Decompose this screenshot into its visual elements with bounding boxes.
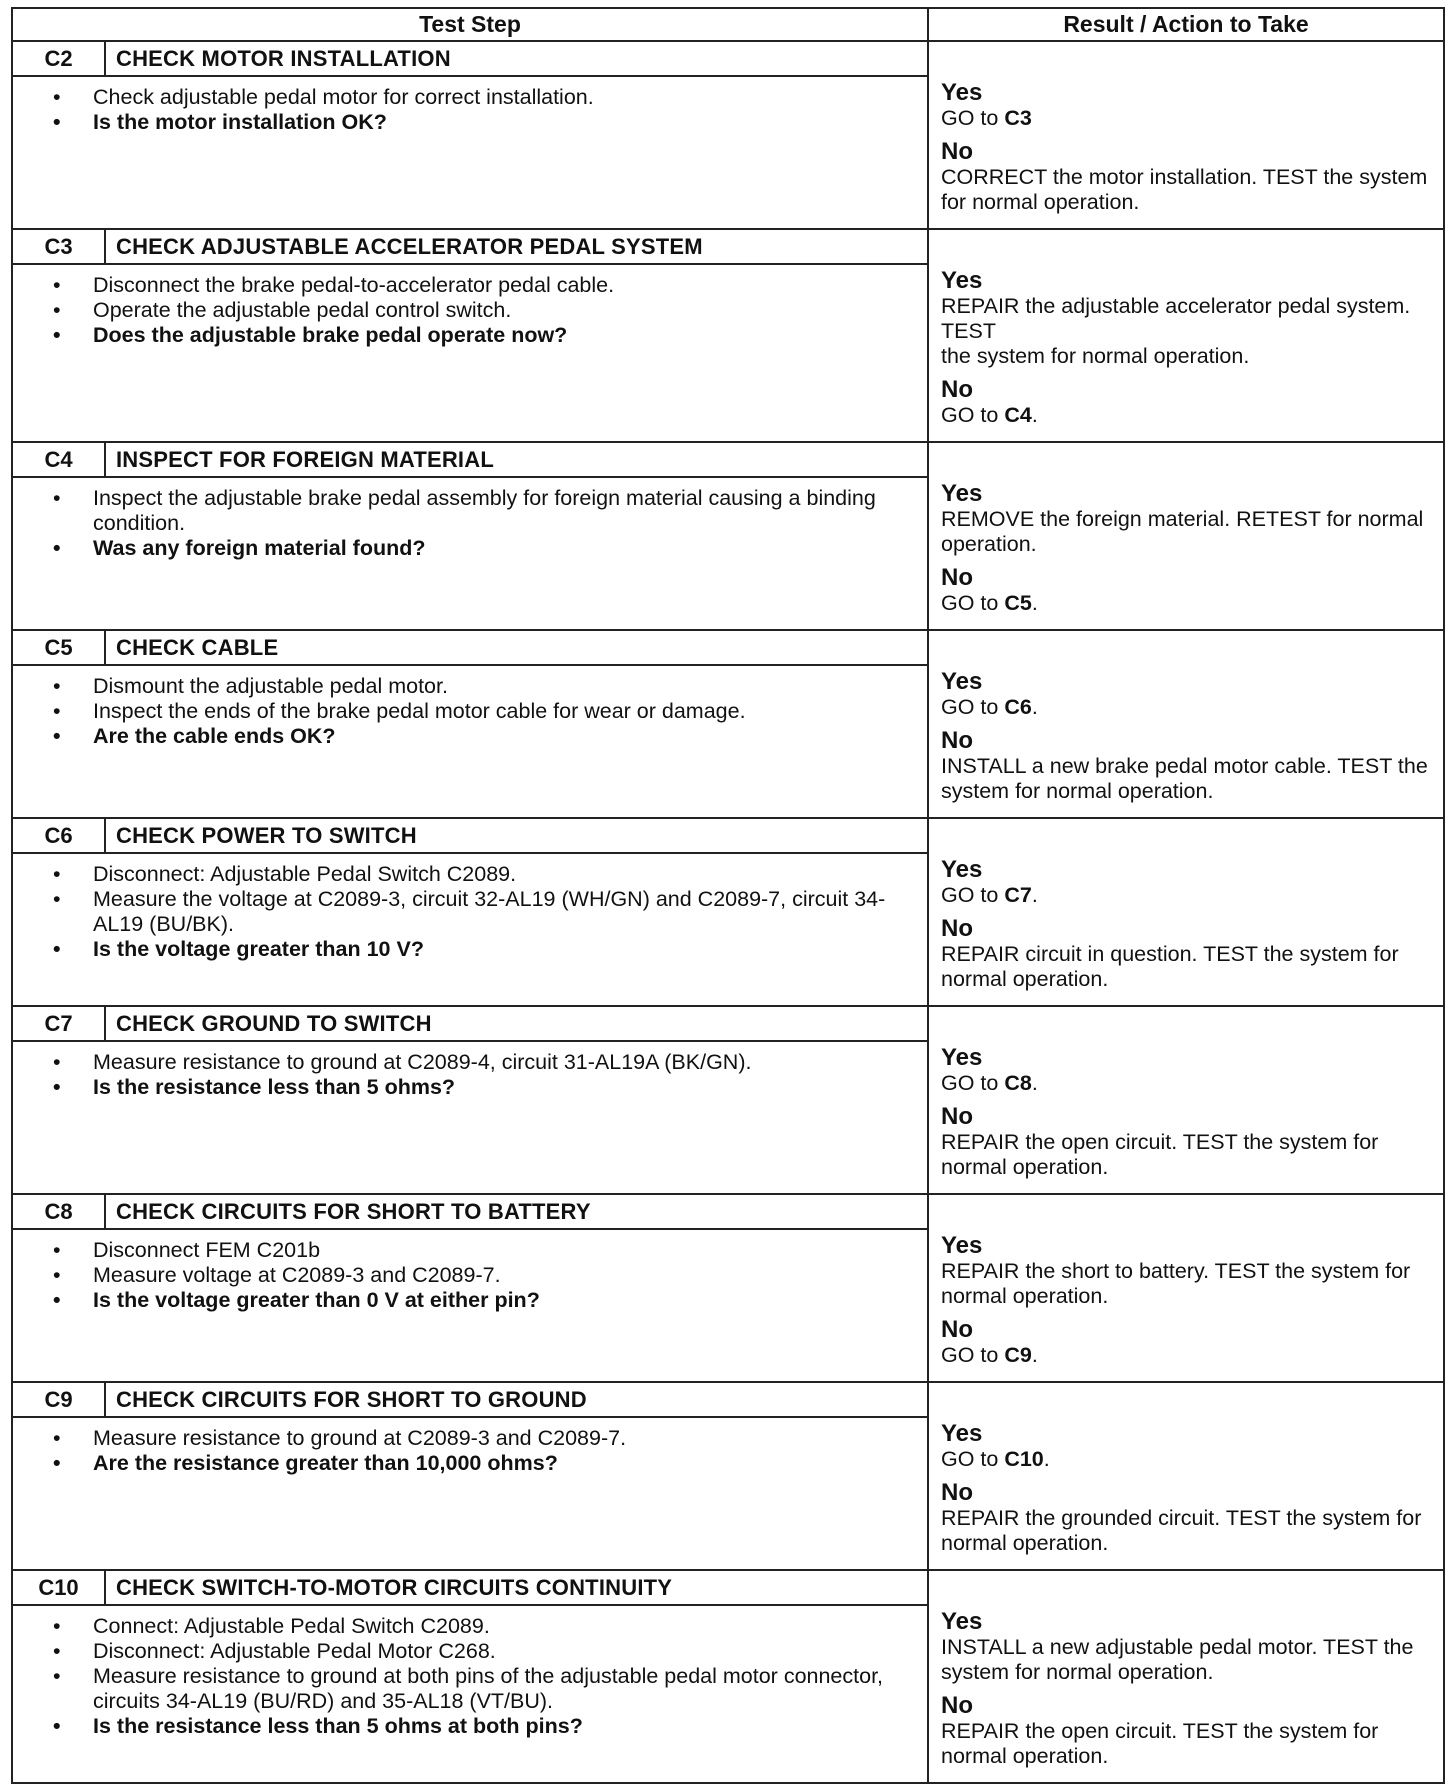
step-title: CHECK SWITCH-TO-MOTOR CIRCUITS CONTINUITY <box>116 1574 673 1600</box>
step-question: • Is the resistance less than 5 ohms? <box>53 1075 907 1100</box>
result-action-suffix: . <box>1043 1447 1050 1471</box>
result-option <box>941 480 1429 557</box>
step-id: C3 <box>13 230 106 263</box>
step-instruction: • Measure voltage at C2089-3 and C2089-7. <box>53 1263 907 1288</box>
result-option <box>941 856 1429 908</box>
step-title-row <box>13 42 927 77</box>
result-action <box>941 1635 1429 1685</box>
result-action-text: GO to <box>941 106 1005 130</box>
result-action-text: GO to <box>941 883 1005 907</box>
result-action-suffix: . <box>1031 1343 1038 1367</box>
result-option <box>941 138 1429 215</box>
test-step-row <box>11 1007 1445 1195</box>
result-cell <box>929 1007 1443 1193</box>
result-action-suffix: . <box>1031 883 1038 907</box>
step-question: • Is the motor installation OK? <box>53 110 907 135</box>
result-action <box>941 403 1429 428</box>
test-step-cell <box>13 42 929 228</box>
result-action <box>941 1130 1429 1180</box>
result-option <box>941 1316 1429 1368</box>
result-answer: No <box>941 376 973 403</box>
step-title: CHECK GROUND TO SWITCH <box>116 1010 432 1036</box>
result-action-suffix: . <box>1031 403 1038 427</box>
step-instructions <box>13 1042 927 1106</box>
step-instruction: • Disconnect: Adjustable Pedal Switch C2089. <box>53 862 907 887</box>
result-action-text: GO to <box>941 1343 1005 1367</box>
result-answer: No <box>941 727 973 754</box>
result-answer: Yes <box>941 1420 983 1447</box>
result-action-suffix: . <box>1031 591 1038 615</box>
result-action <box>941 695 1429 720</box>
result-option <box>941 915 1429 992</box>
test-step-row <box>11 443 1445 631</box>
result-action <box>941 754 1429 804</box>
result-answer: Yes <box>941 856 983 883</box>
step-id: C9 <box>13 1383 106 1416</box>
result-action-text: REPAIR the short to battery. TEST the system for normal operation. <box>941 1259 1411 1308</box>
step-title-row <box>13 819 927 854</box>
result-action-text: GO to <box>941 695 1005 719</box>
step-title: CHECK CABLE <box>116 634 279 660</box>
result-cell <box>929 1383 1443 1569</box>
step-title-row <box>13 1195 927 1230</box>
result-option <box>941 1692 1429 1769</box>
result-action-text: GO to <box>941 403 1005 427</box>
test-step-row <box>11 631 1445 819</box>
result-action-text: INSTALL a new brake pedal motor cable. TEST the system for normal operation. <box>941 754 1428 803</box>
step-id: C7 <box>13 1007 106 1040</box>
step-instructions <box>13 854 927 968</box>
result-answer: Yes <box>941 267 983 294</box>
step-id: C2 <box>13 42 106 75</box>
result-option <box>941 1044 1429 1096</box>
result-answer: Yes <box>941 668 983 695</box>
result-answer: No <box>941 138 973 165</box>
result-action <box>941 1506 1429 1556</box>
step-question: • Is the voltage greater than 0 V at either pin? <box>53 1288 907 1313</box>
test-step-cell <box>13 1195 929 1381</box>
diagnostic-table <box>11 7 1445 1784</box>
test-step-cell <box>13 1383 929 1569</box>
test-step-row <box>11 819 1445 1007</box>
test-step-cell <box>13 1571 929 1782</box>
result-step-ref: C10 <box>1004 1447 1044 1471</box>
test-step-row <box>11 1195 1445 1383</box>
step-instruction: • Inspect the ends of the brake pedal motor cable for wear or damage. <box>53 699 907 724</box>
header-test-step: Test Step <box>13 9 929 40</box>
result-action <box>941 1343 1429 1368</box>
result-option <box>941 727 1429 804</box>
result-answer: No <box>941 1103 973 1130</box>
step-instruction: • Check adjustable pedal motor for correct installation. <box>53 85 907 110</box>
test-step-row <box>11 1383 1445 1571</box>
step-instruction: • Measure resistance to ground at C2089-4, circuit 31-AL19A (BK/GN). <box>53 1050 907 1075</box>
step-instructions <box>13 1230 927 1319</box>
result-action-suffix: . <box>1031 695 1038 719</box>
result-action-text: GO to <box>941 1447 1005 1471</box>
result-answer: Yes <box>941 1044 983 1071</box>
test-steps <box>11 42 1445 1784</box>
step-title-row <box>13 1007 927 1042</box>
result-action <box>941 942 1429 992</box>
result-step-ref: C4 <box>1004 403 1032 427</box>
step-instruction: • Disconnect: Adjustable Pedal Motor C268. <box>53 1639 907 1664</box>
result-cell <box>929 443 1443 629</box>
test-step-cell <box>13 819 929 1005</box>
result-action-suffix: . <box>1031 1071 1038 1095</box>
result-step-ref: C5 <box>1004 591 1032 615</box>
result-action <box>941 106 1429 131</box>
test-step-row <box>11 230 1445 443</box>
result-option <box>941 1608 1429 1685</box>
result-option <box>941 564 1429 616</box>
test-step-row <box>11 1571 1445 1784</box>
result-option <box>941 1420 1429 1472</box>
step-instruction: • Disconnect FEM C201b <box>53 1238 907 1263</box>
result-answer: No <box>941 915 973 942</box>
step-title: CHECK CIRCUITS FOR SHORT TO BATTERY <box>116 1198 591 1224</box>
result-step-ref: C8 <box>1004 1071 1032 1095</box>
result-action-text: REMOVE the foreign material. RETEST for normal operation. <box>941 507 1424 556</box>
result-action <box>941 1259 1429 1309</box>
result-option <box>941 267 1429 369</box>
result-action <box>941 883 1429 908</box>
result-action-text: REPAIR the grounded circuit. TEST the system for normal operation. <box>941 1506 1422 1555</box>
test-step-row <box>11 42 1445 230</box>
step-instruction: • Disconnect the brake pedal-to-accelerator pedal cable. <box>53 273 907 298</box>
step-instruction: • Inspect the adjustable brake pedal assembly for foreign material causing a binding condition. <box>53 486 907 536</box>
result-step-ref: C6 <box>1004 695 1032 719</box>
result-action <box>941 591 1429 616</box>
result-action <box>941 165 1429 215</box>
step-id: C8 <box>13 1195 106 1228</box>
result-option <box>941 1103 1429 1180</box>
step-instructions <box>13 666 927 755</box>
step-id: C5 <box>13 631 106 664</box>
result-action <box>941 294 1429 369</box>
step-instructions <box>13 1418 927 1482</box>
step-question: • Is the resistance less than 5 ohms at both pins? <box>53 1714 907 1739</box>
step-question: • Does the adjustable brake pedal operate now? <box>53 323 907 348</box>
result-cell <box>929 230 1443 441</box>
step-title: CHECK ADJUSTABLE ACCELERATOR PEDAL SYSTEM <box>116 233 703 259</box>
result-answer: No <box>941 1692 973 1719</box>
result-action-text: REPAIR the open circuit. TEST the system for normal operation. <box>941 1130 1379 1179</box>
step-title-row <box>13 230 927 265</box>
step-instructions <box>13 77 927 141</box>
step-instructions <box>13 1606 927 1745</box>
result-answer: Yes <box>941 1232 983 1259</box>
step-id: C4 <box>13 443 106 476</box>
step-question: • Is the voltage greater than 10 V? <box>53 937 907 962</box>
test-step-cell <box>13 1007 929 1193</box>
step-question: • Was any foreign material found? <box>53 536 907 561</box>
step-instructions <box>13 265 927 354</box>
result-answer: No <box>941 1316 973 1343</box>
step-instruction: • Measure resistance to ground at both pins of the adjustable pedal motor connector, circuits 34-AL19 (BU/RD) and 35-AL18 (VT/BU). <box>53 1664 907 1714</box>
result-action <box>941 1447 1429 1472</box>
test-step-cell <box>13 631 929 817</box>
result-step-ref: C7 <box>1004 883 1032 907</box>
step-title: CHECK CIRCUITS FOR SHORT TO GROUND <box>116 1386 587 1412</box>
result-action-text: REPAIR circuit in question. TEST the system for normal operation. <box>941 942 1399 991</box>
result-step-ref: C3 <box>1004 106 1032 130</box>
result-action <box>941 1719 1429 1769</box>
step-id: C6 <box>13 819 106 852</box>
result-action-text: GO to <box>941 591 1005 615</box>
step-title-row <box>13 1383 927 1418</box>
result-cell <box>929 631 1443 817</box>
result-action <box>941 507 1429 557</box>
result-cell <box>929 819 1443 1005</box>
header-result-action: Result / Action to Take <box>1063 11 1309 37</box>
result-cell <box>929 1195 1443 1381</box>
test-step-cell <box>13 230 929 441</box>
step-instruction: • Measure resistance to ground at C2089-3 and C2089-7. <box>53 1426 907 1451</box>
step-question: • Are the resistance greater than 10,000 ohms? <box>53 1451 907 1476</box>
result-answer: Yes <box>941 1608 983 1635</box>
result-option <box>941 668 1429 720</box>
step-instruction: • Measure the voltage at C2089-3, circuit 32-AL19 (WH/GN) and C2089-7, circuit 34-AL19 (BU/BK). <box>53 887 907 937</box>
result-action-text: REPAIR the open circuit. TEST the system for normal operation. <box>941 1719 1379 1768</box>
result-option <box>941 79 1429 131</box>
table-header <box>11 7 1445 42</box>
result-option <box>941 376 1429 428</box>
result-cell <box>929 42 1443 228</box>
result-action-text: GO to <box>941 1071 1005 1095</box>
step-instructions <box>13 478 927 567</box>
step-id: C10 <box>13 1571 106 1604</box>
result-answer: No <box>941 564 973 591</box>
step-title-row <box>13 631 927 666</box>
step-instruction: • Dismount the adjustable pedal motor. <box>53 674 907 699</box>
test-step-cell <box>13 443 929 629</box>
result-step-ref: C9 <box>1004 1343 1032 1367</box>
step-title: CHECK MOTOR INSTALLATION <box>116 45 451 71</box>
result-action-text: INSTALL a new adjustable pedal motor. TEST the system for normal operation. <box>941 1635 1414 1684</box>
step-title-row <box>13 443 927 478</box>
result-action <box>941 1071 1429 1096</box>
result-answer: Yes <box>941 79 983 106</box>
result-action-text: CORRECT the motor installation. TEST the system for normal operation. <box>941 165 1428 214</box>
step-instruction: • Operate the adjustable pedal control switch. <box>53 298 907 323</box>
result-cell <box>929 1571 1443 1782</box>
result-answer: No <box>941 1479 973 1506</box>
step-question: • Are the cable ends OK? <box>53 724 907 749</box>
result-option <box>941 1232 1429 1309</box>
result-action-text: REPAIR the adjustable accelerator pedal system. TEST the system for normal operation. <box>941 294 1411 368</box>
step-title: INSPECT FOR FOREIGN MATERIAL <box>116 446 494 472</box>
result-option <box>941 1479 1429 1556</box>
result-answer: Yes <box>941 480 983 507</box>
step-title: CHECK POWER TO SWITCH <box>116 822 417 848</box>
step-title-row <box>13 1571 927 1606</box>
step-instruction: • Connect: Adjustable Pedal Switch C2089. <box>53 1614 907 1639</box>
